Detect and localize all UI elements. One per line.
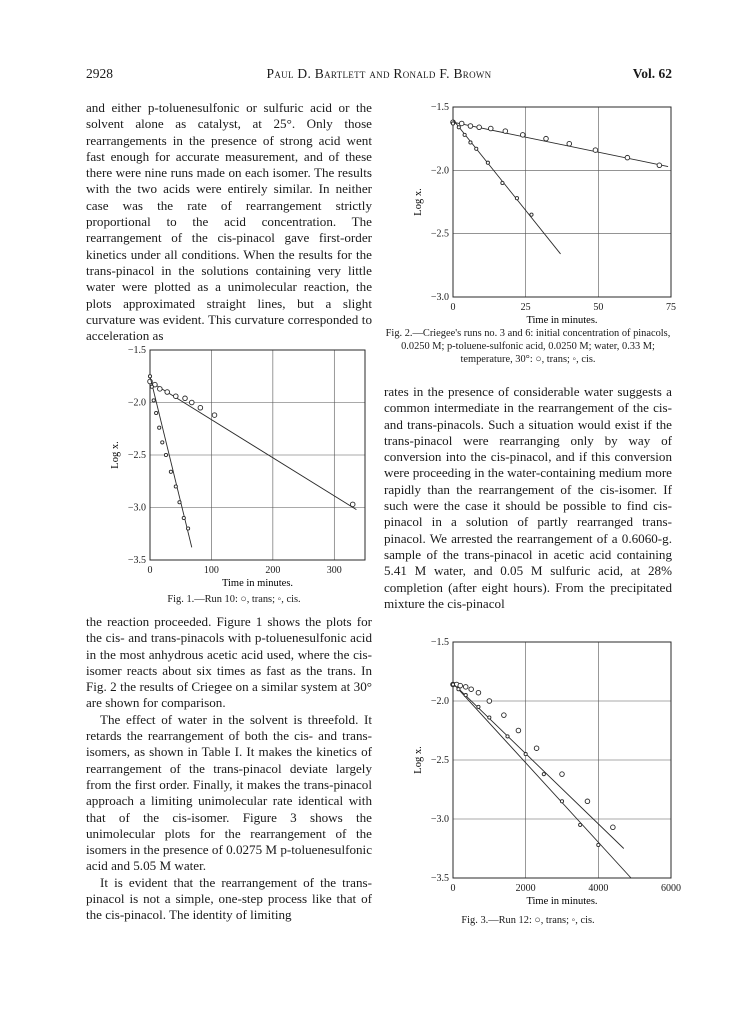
cis-data-point xyxy=(486,161,489,164)
volume-label: Vol. 62 xyxy=(632,66,672,81)
x-tick-label: 300 xyxy=(326,565,342,576)
y-tick-label: −3.0 xyxy=(430,292,449,303)
trans-data-point xyxy=(657,163,662,168)
trans-data-point xyxy=(585,799,590,804)
y-tick-label: −1.5 xyxy=(430,637,449,648)
figure-3-plot xyxy=(405,630,680,912)
trans-data-point xyxy=(183,396,188,401)
trans-data-point xyxy=(502,713,507,718)
trans-data-point xyxy=(198,405,203,410)
figure-2-plot xyxy=(405,95,680,327)
cis-data-point xyxy=(515,197,518,200)
cis-data-point xyxy=(178,501,181,504)
y-tick-label: −2.0 xyxy=(127,397,146,409)
figure-1-plot xyxy=(95,340,375,588)
cis-data-point xyxy=(164,453,167,456)
cis-data-point xyxy=(579,823,582,826)
paragraph-text: rates in the presence of considerable water suggests a common intermediate in the rearrangement of the cis- and trans-pinacols. Such a situation would exist if the trans-pinacol were rearranging only by way of conversion into the cis-pinacol, and if this conversion were proceeding in the water-containing medium more rapidly than the rearrangement of the cis-isomer. If such were the case it should be possible to find cis-pinacol in a solution of partly rearranged trans-pinacol. We arrested the rearrangement of a 0.6060-g. sample of the trans-pinacol in acetic acid containing 5.41 M water, and 0.05 M sulfuric acid, at 28% completion (after eight hours). From the precipitated mixture the cis-pinacol xyxy=(384,384,672,611)
trans-data-point xyxy=(189,400,194,405)
cis-data-point xyxy=(597,843,600,846)
trans-data-point xyxy=(469,687,474,692)
y-tick-label: −2.5 xyxy=(430,228,449,240)
y-tick-label: −2.0 xyxy=(430,165,449,177)
trans-data-point xyxy=(520,133,525,138)
x-tick-label: 2000 xyxy=(515,883,536,894)
cis-data-point xyxy=(182,516,185,519)
cis-data-point xyxy=(161,441,164,444)
figure-3 xyxy=(405,630,680,912)
trans-data-point xyxy=(560,772,565,777)
y-axis-title: Log x. xyxy=(413,746,424,774)
cis-data-point xyxy=(464,694,467,697)
trans-data-point xyxy=(477,125,482,130)
left-bottom-text xyxy=(86,614,372,924)
trans-data-point xyxy=(212,413,217,418)
trans-data-point xyxy=(165,390,170,395)
cis-data-point xyxy=(475,147,478,150)
trans-data-point xyxy=(468,124,473,129)
trans-data-point xyxy=(593,148,598,153)
cis-data-point xyxy=(488,716,491,719)
running-header xyxy=(86,66,672,84)
cis-data-point xyxy=(169,470,172,473)
trans-data-point xyxy=(503,129,508,134)
paragraph-text: the reaction proceeded. Figure 1 shows the plots for the cis- and trans-pinacols with p-toluenesulfonic acid in the most anhydrous acetic acid used, where the cis-isomer reacts about six times as fast as the trans. In Fig. 2 the results of Criegee on a similar system at 30° are shown for comparison. xyxy=(86,614,372,711)
x-tick-label: 0 xyxy=(450,883,456,894)
y-tick-label: −2.5 xyxy=(127,450,146,461)
plot-frame xyxy=(453,107,671,297)
x-tick-label: 50 xyxy=(593,302,604,313)
x-axis-title: Time in minutes. xyxy=(526,896,598,907)
right-mid-paragraph xyxy=(384,384,672,612)
cis-data-point xyxy=(186,527,189,530)
cis-data-point xyxy=(174,485,177,488)
figure-1-caption: Fig. 1.—Run 10: ○, trans; ◦, cis. xyxy=(167,594,301,605)
cis-data-point xyxy=(158,426,161,429)
cis-fit-line xyxy=(453,683,631,878)
cis-data-point xyxy=(457,126,460,129)
trans-data-point xyxy=(611,825,616,830)
x-tick-label: 100 xyxy=(203,565,219,576)
running-authors: Paul D. Bartlett and Ronald F. Brown xyxy=(266,66,492,81)
x-tick-label: 0 xyxy=(147,565,153,576)
x-axis-title: Time in minutes. xyxy=(526,315,598,326)
y-tick-label: −3.5 xyxy=(127,555,146,566)
trans-data-point xyxy=(158,387,163,392)
trans-data-point xyxy=(567,141,572,146)
figure-1 xyxy=(95,340,375,588)
trans-fit-line xyxy=(150,382,356,510)
y-tick-label: −3.0 xyxy=(430,814,449,825)
x-tick-label: 6000 xyxy=(661,883,681,894)
cis-data-point xyxy=(155,411,158,414)
trans-data-point xyxy=(544,136,549,141)
y-tick-label: −3.0 xyxy=(127,502,146,514)
trans-data-point xyxy=(174,394,179,399)
paragraph-text: It is evident that the rearrangement of the trans-pinacol is not a simple, one-step process like that of the cis-pinacol. The identity of limiting xyxy=(86,874,372,923)
paragraph-text: The effect of water in the solvent is threefold. It retards the rearrangement of both the cis- and trans-isomers, as shown in Table I. It makes the kinetics of rearrangement of the trans-pinacol deviate largely from the first order. Finally, it makes the trans-pinacol approach a limiting unimolecular rate identical with that of the cis-isomer. Figure 3 shows the unimolecular plots for the rearrangement of the isomers in the presence of 0.0275 M p-toluenesulfonic acid and 5.05 M water. xyxy=(86,711,372,874)
cis-data-point xyxy=(457,688,460,691)
x-tick-label: 200 xyxy=(265,565,281,576)
cis-data-point xyxy=(530,213,533,216)
y-tick-label: −2.5 xyxy=(430,755,449,766)
x-axis-title: Time in minutes. xyxy=(221,578,294,589)
y-tick-label: −2.0 xyxy=(430,696,449,707)
trans-data-point xyxy=(625,155,630,160)
figure-3-caption: Fig. 3.—Run 12: ○, trans; ◦, cis. xyxy=(461,915,595,926)
cis-data-point xyxy=(506,735,509,738)
left-top-paragraph xyxy=(86,100,372,344)
cis-data-point xyxy=(463,133,466,136)
figure-2-caption: Fig. 2.—Criegee's runs no. 3 and 6: initial concentration of pinacols, 0.0250 M; p-toluene-sulfonic acid, 0.0250 M; water, 0.33 M; temperature, 30°: ○, trans; ◦, cis. xyxy=(385,328,671,365)
cis-data-point xyxy=(150,385,153,388)
cis-data-point xyxy=(477,705,480,708)
trans-data-point xyxy=(516,728,521,733)
cis-data-point xyxy=(152,399,155,402)
cis-data-point xyxy=(148,375,151,378)
cis-data-point xyxy=(542,773,545,776)
paragraph-text: and either p-toluenesulfonic or sulfuric acid or the solvent alone as catalyst, at 25°. Only those rearrangements in the presence of strong acid went fast enough for accurate measurement, and of these there were nine runs made on each isomer. The results with the two acids were entirely similar. In neither case was the rate of rearrangement strictly proportional to the acid concentration. The rearrangement of the cis-pinacol gave first-order kinetics under all conditions. When the results for the trans-pinacol in the solutions containing very little water were plotted as a unimolecular reaction, the plots approximated straight lines, but a slight curvature was evident. This curvature corresponded to acceleration as xyxy=(86,100,372,344)
y-tick-label: −1.5 xyxy=(127,345,146,356)
y-axis-title: Log x. xyxy=(413,188,424,216)
x-tick-label: 0 xyxy=(450,302,456,313)
trans-data-point xyxy=(487,699,492,704)
page-number: 2928 xyxy=(86,66,113,81)
cis-data-point xyxy=(560,800,563,803)
cis-data-point xyxy=(524,753,527,756)
x-tick-label: 25 xyxy=(520,302,531,313)
cis-data-point xyxy=(451,122,454,125)
trans-data-point xyxy=(463,685,468,690)
trans-data-point xyxy=(350,502,355,507)
cis-data-point xyxy=(469,141,472,144)
y-axis-title: Log x. xyxy=(110,441,121,469)
figure-2 xyxy=(405,95,680,327)
trans-data-point xyxy=(459,121,464,126)
cis-fit-line xyxy=(150,376,192,547)
trans-data-point xyxy=(488,126,493,131)
y-tick-label: −1.5 xyxy=(430,102,449,113)
y-tick-label: −3.5 xyxy=(430,873,449,884)
trans-data-point xyxy=(476,690,481,695)
cis-data-point xyxy=(501,181,504,184)
x-tick-label: 75 xyxy=(666,302,676,313)
trans-data-point xyxy=(534,746,539,751)
cis-data-point xyxy=(451,683,454,686)
x-tick-label: 4000 xyxy=(588,883,609,894)
